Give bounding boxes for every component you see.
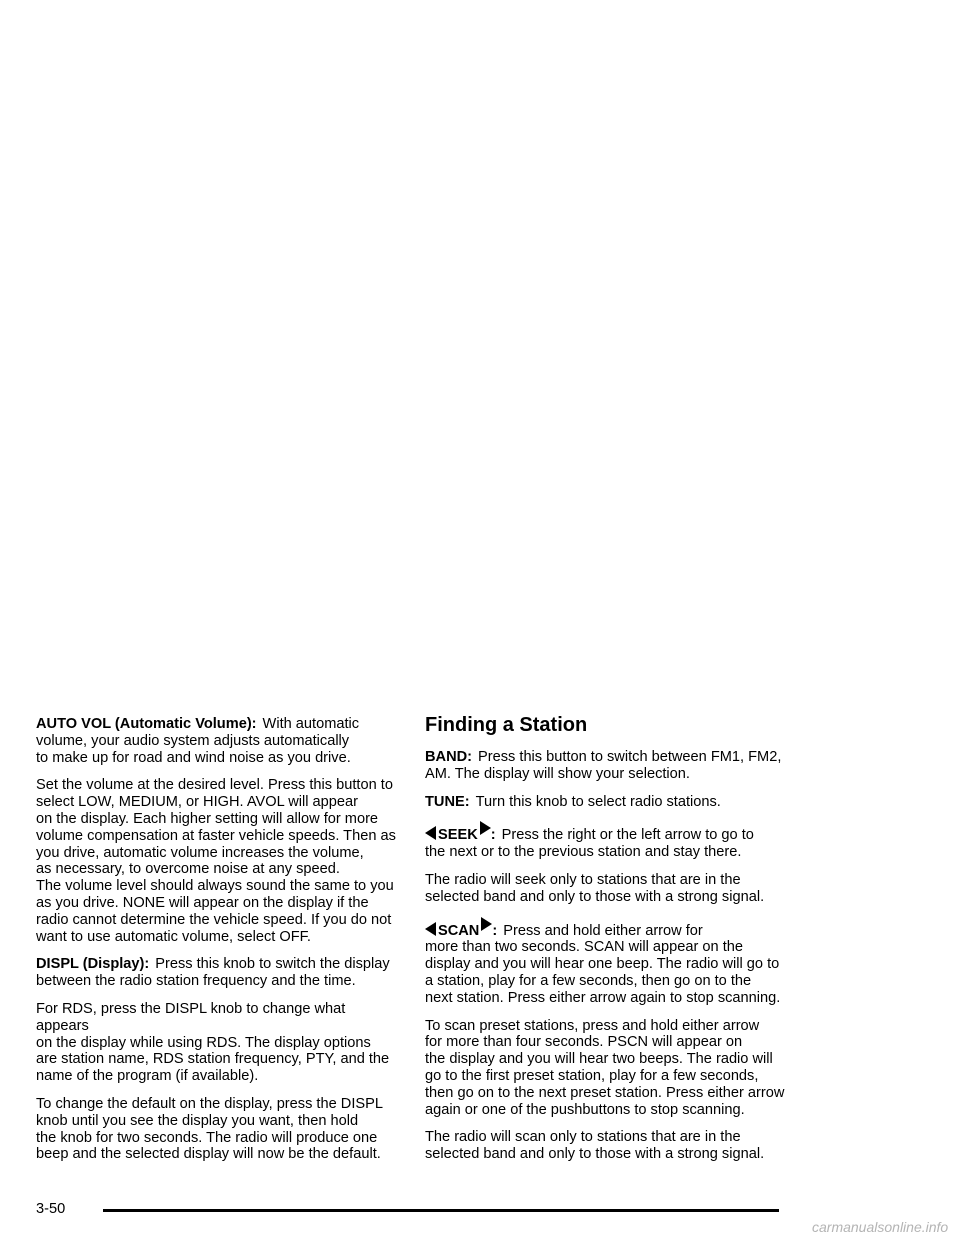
seek-paragraph [425,821,787,861]
tune-term: TUNE: [425,793,470,810]
seek-text: Press the right or the left arrow to go to the next or to the previous station and stay there. [425,827,754,861]
tune-paragraph [425,794,787,811]
tune-text: Turn this knob to select radio stations. [475,793,721,810]
section-heading: Finding a Station [425,714,588,736]
watermark: carmanualsonline.info [812,1219,949,1235]
scan-left-arrow-icon [425,922,436,936]
page-number: 3-50 [36,1201,66,1217]
preset-scan-paragraph: To scan preset stations, press and hold either arrow for more than four seconds. PSCN will appear on the display and you will hear two beeps. The radio will go to the first preset station, play for a few seconds, then go on to the next preset station. Press either arrow again or one of the pushbuttons to stop scanning. [425,1017,785,1118]
scan-detail-paragraph: The radio will scan only to stations that are in the selected band and only to those with a strong signal. [425,1129,765,1163]
seek-left-arrow-icon [425,826,436,840]
seek-colon: : [490,827,496,844]
scan-right-arrow-icon [481,917,492,931]
displ-text: Press this knob to switch the display between the radio station frequency and the time. [36,956,390,990]
footer-rule [103,1209,779,1212]
band-text: Press this button to switch between FM1, FM2, AM. The display will show your selection. [425,749,782,782]
right-column [425,716,787,1174]
scan-paragraph [425,917,787,1007]
auto-vol-detail-paragraph: Set the volume at the desired level. Press this button to select LOW, MEDIUM, or HIGH. AVOL will appear on the display. Each higher setting will allow for more volume compensation at faster vehicle speeds. Then as you drive, automatic volume increases the volume, as necessary, to overcome noise at any speed. The volume level should always sound the same to you as you drive. NONE will appear on the display if the radio cannot determine the vehicle speed. If you do not want to use automatic volume, select OFF. [36,777,396,945]
left-column [36,716,398,1174]
displ-term: DISPL (Display): [36,956,150,973]
scan-term: SCAN [438,922,480,939]
rds-display-paragraph: For RDS, press the DISPL knob to change what appears on the display while using RDS. The display options are station name, RDS station frequency, PTY, and the name of the program (if available). [36,1000,390,1085]
auto-vol-paragraph [36,716,398,766]
auto-vol-term: AUTO VOL (Automatic Volume): [36,716,257,732]
band-paragraph [425,749,787,783]
seek-term: SEEK [438,827,478,844]
auto-vol-text: With automatic volume, your audio system adjusts automatically to make up for road and wind noise as you drive. [36,716,360,766]
default-display-paragraph: To change the default on the display, press the DISPL knob until you see the display you want, then hold the knob for two seconds. The radio will produce one beep and the selected display will now be the default. [36,1095,383,1163]
displ-paragraph [36,956,398,990]
seek-detail-paragraph: The radio will seek only to stations that are in the selected band and only to those with a strong signal. [425,871,765,905]
scan-text: Press and hold either arrow for more than two seconds. SCAN will appear on the display and you will hear one beep. The radio will go to a station, play for a few seconds, then go on to the next station. Press either arrow again to stop scanning. [425,922,781,1006]
band-term: BAND: [425,749,473,765]
scan-colon: : [492,922,498,939]
seek-right-arrow-icon [480,821,491,835]
